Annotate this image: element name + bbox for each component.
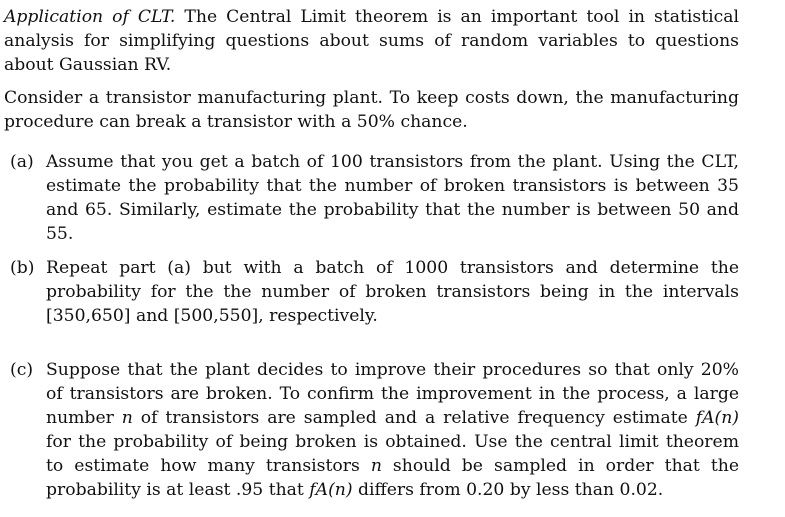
intro-paragraph — [4, 5, 739, 77]
question-a-marker: (a) — [10, 152, 34, 172]
question-c-segment-5: differs from 0.20 by less than 0.02. — [352, 480, 664, 500]
question-c — [10, 358, 739, 502]
math-frequency-estimate: fA(n) — [695, 408, 739, 428]
setup-paragraph: Consider a transistor manufacturing plant. To keep costs down, the manufacturing procedure can break a transistor with a 50% chance. — [4, 88, 739, 132]
question-c-segment-1: Suppose that the plant decides to improve their procedures so that only 20% of transistors are broken. To confirm the improvement in the process, a large number — [46, 360, 739, 428]
question-c-segment-4: should be sampled in order that the probability is at least .95 that — [46, 456, 739, 500]
math-variable-n: n — [121, 408, 133, 428]
question-b-text: Repeat part (a) but with a batch of 1000 transistors and determine the probability for the the number of broken transistors being in the intervals [350,650] and [500,550], respectively. — [46, 258, 739, 326]
question-c-marker: (c) — [10, 360, 34, 380]
intro-text: The Central Limit theorem is an important tool in statistical analysis for simplifying questions about sums of random variables to questions about Gaussian RV. — [4, 7, 739, 75]
math-frequency-estimate-second: fA(n) — [309, 480, 353, 500]
question-b — [10, 256, 739, 328]
question-a — [10, 150, 739, 246]
question-c-text — [46, 358, 739, 502]
intro-title: Application of CLT. — [4, 7, 176, 27]
question-c-segment-3: for the probability of being broken is obtained. Use the central limit theorem to estimate how many transistors — [46, 432, 739, 476]
math-variable-n-second: n — [370, 456, 382, 476]
question-c-segment-2: of transistors are sampled and a relative frequency estimate — [132, 408, 696, 428]
question-a-text: Assume that you get a batch of 100 transistors from the plant. Using the CLT, estimate the probability that the number of broken transistors is between 35 and 65. Similarly, estimate the probability that the number is between 50 and 55. — [46, 152, 739, 244]
question-b-marker: (b) — [10, 258, 35, 278]
